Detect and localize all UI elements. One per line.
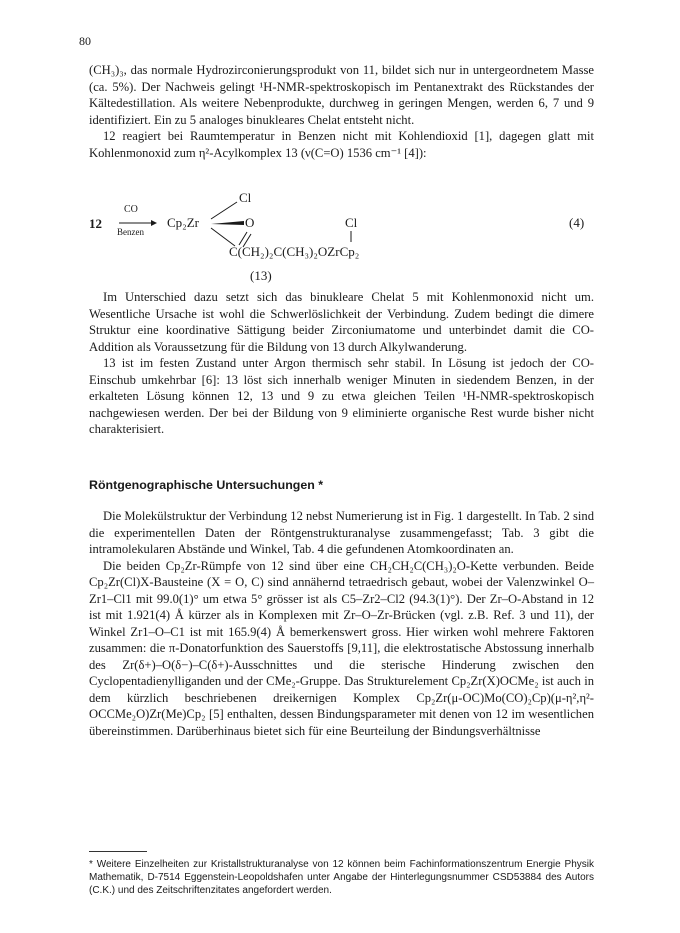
paragraph-2: 12 reagiert bei Raumtemperatur in Benzen nicht mit Kohlendioxid [1], dagegen glatt mit Kohlenmonoxid zum η²-Acylkomplex 13 (ν(C=O) 1536 cm⁻¹ [4]):	[89, 129, 594, 160]
equation-number: (4)	[569, 215, 585, 230]
arrow-reagent: CO	[124, 204, 138, 215]
chlorine-right: Cl	[345, 215, 358, 230]
page-number: 80	[79, 34, 91, 48]
oxygen-atom: O	[245, 215, 255, 230]
text-block-bottom	[89, 508, 594, 739]
arrow-solvent: Benzen	[117, 227, 144, 237]
paragraph-1: (CH₃)₃, das normale Hydrozirconierungsprodukt von 11, bildet sich nur in untergeordnetem Masse (ca. 5%). Der Nachweis gelingt ¹H-NMR-spektroskopisch im Pentanextrakt des Rückstandes der Kältedestillation. Als weitere Nebenprodukte, durchweg in geringen Mengen, werden 6, 7 und 9 identifiziert. Ein zu 5 analoges binukleares Chelat entsteht nicht.	[89, 63, 594, 127]
chlorine-top: Cl	[239, 190, 252, 205]
text-block-top	[89, 62, 594, 161]
text-block-middle	[89, 289, 594, 438]
reaction-bonds	[89, 188, 594, 278]
reactant-number: 12	[89, 216, 102, 231]
footnote: * Weitere Einzelheiten zur Kristallstrukturanalyse von 12 können beim Fachinformationszentrum Energie Physik Mathematik, D-7514 Eggenstein-Leopoldshafen unter Angabe der Hinterlegungsnummer CSD53884 des Autors (C.K.) und des Zeitschriftenzitates angefordert werden.	[89, 859, 594, 896]
section-heading: Röntgenographische Untersuchungen *	[89, 478, 324, 492]
alkyl-chain: C(CH₂)₂C(CH₃)₂OZrCp₂	[229, 244, 360, 259]
paragraph-4: 13 ist im festen Zustand unter Argon thermisch sehr stabil. In Lösung ist jedoch der CO-Einschub umkehrbar [6]: 13 löst sich innerhalb weniger Minuten in siedendem Benzen, in der erkalteten Lösung können 12, 13 und 9 zu etwa gleichen Teilen ¹H-NMR-spektroskopisch nachgewiesen werden. Der bei der Bildung von 9 eliminierte organische Rest wurde bisher nicht charakterisiert.	[89, 356, 594, 436]
reaction-equation	[89, 188, 594, 278]
footnote-rule	[89, 851, 147, 852]
metal-fragment: Cp₂Zr	[167, 215, 199, 230]
paragraph-3: Im Unterschied dazu setzt sich das binukleare Chelat 5 mit Kohlenmonoxid nicht um. Wesentliche Ursache ist wohl die Schwerlöslichkeit der Verbindung. Zudem bedingt die dimere Struktur eine koordinative Sättigung beider Zirconiumatome und unterbindet damit die CO-Addition als Voraussetzung für die Bildung von 13 durch Alkylwanderung.	[89, 290, 594, 354]
paragraph-6: Die beiden Cp₂Zr-Rümpfe von 12 sind über eine CH₂CH₂C(CH₃)₂O-Kette verbunden. Beide Cp₂Zr(Cl)X-Bausteine (X = O, C) sind annähernd tetraedrisch gebaut, wobei der Valenzwinkel O–Zr1–Cl1 mit 99.0(1)° um etwa 5° grösser ist als C5–Zr2–Cl2 (94.3(1)°). Der Zr–O-Abstand in 12 ist mit 1.921(4) Å kürzer als in Komplexen mit Zr–O–Zr-Brücken (vgl. z.B. Ref. 3 und 11), der Winkel Zr1–O–C1 ist mit 165.9(4) Å bemerkenswert gross. Hier wirken wohl mehrere Faktoren zusammen: die π-Donatorfunktion des Sauerstoffs [9,11], die elektrostatische Abstossung innerhalb des Zr(δ+)–O(δ−)–C(δ+)-Ausschnittes und die sterische Hinderung zwischen den Cyclopentadienylliganden und der CMe₂-Gruppe. Das Strukturelement Cp₂Zr(X)OCMe₂ ist auch in dem kürzlich beschriebenen dreikernigen Komplex Cp₂Zr(μ-OC)Mo(CO)₂Cp)(μ-η²,η²-OCCMe₂O)Zr(Me)Cp₂ [5] enthalten, dessen Bindungsparameter mit denen von 12 im wesentlichen übereinstimmen. Darüberhinaus bietet sich für eine Beurteilung der Bindungsverhältnisse	[89, 558, 594, 738]
paragraph-5: Die Molekülstruktur der Verbindung 12 nebst Numerierung ist in Fig. 1 dargestellt. In Tab. 2 sind die experimentellen Daten der Röntgenstrukturanalyse zusammengefasst; Tab. 3 gibt die intramolekularen Abstände und Winkel, Tab. 4 die gefundenen Atomkoordinaten an.	[89, 509, 594, 556]
compound-label: (13)	[250, 268, 272, 283]
